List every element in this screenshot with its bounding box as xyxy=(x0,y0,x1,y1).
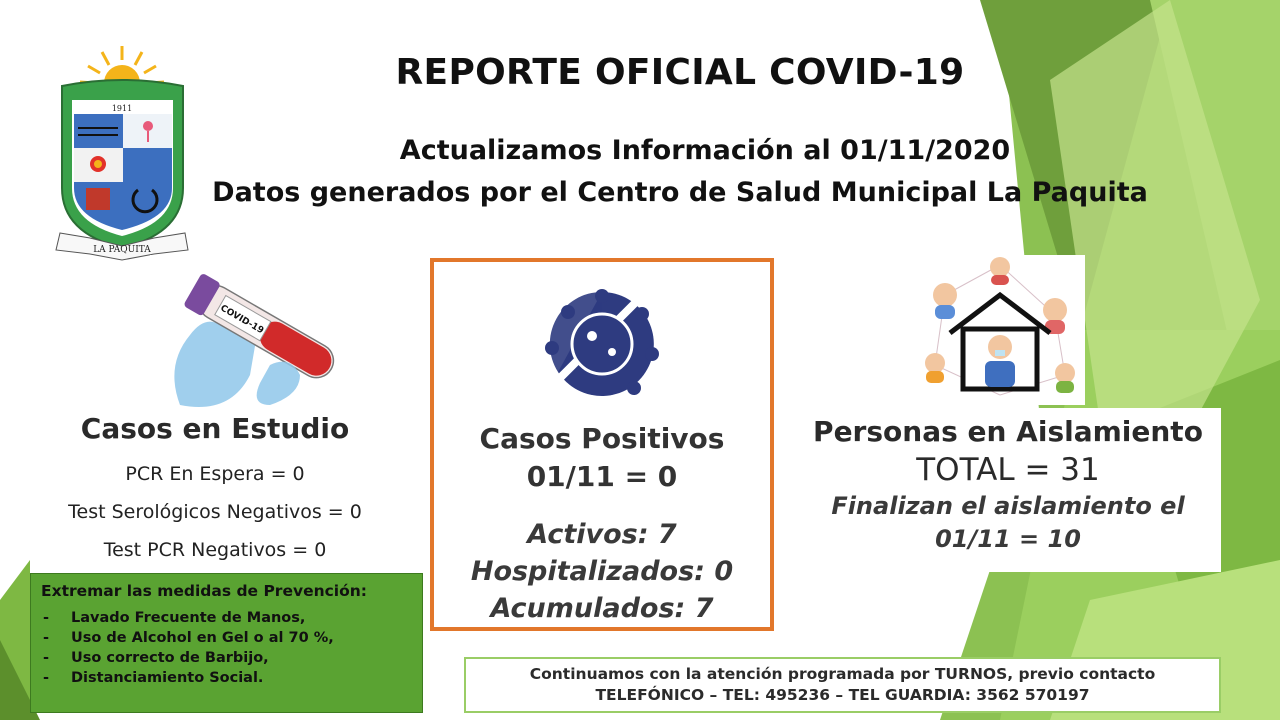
page-title: REPORTE OFICIAL COVID-19 xyxy=(395,52,965,93)
isolation-finish-count: 01/11 = 10 xyxy=(935,525,1081,553)
positive-stats xyxy=(434,516,770,627)
active-stat: Activos: 7 xyxy=(527,519,677,550)
prevention-item: - Lavado Frecuente de Manos, xyxy=(41,608,412,628)
positive-heading: Casos Positivos xyxy=(479,422,725,455)
prevention-item: - Distanciamiento Social. xyxy=(41,668,412,688)
update-date-line: Actualizamos Información al 01/11/2020 xyxy=(399,135,1011,166)
crest-banner: LA PAQUITA xyxy=(93,245,151,255)
tube-label: COVID-19 xyxy=(218,303,266,337)
data-source-line: Datos generados por el Centro de Salud Municipal La Paquita xyxy=(212,177,1148,208)
isolation-finish-line: Finalizan el aislamiento el xyxy=(831,492,1185,520)
hospitalized-stat: Hospitalizados: 0 xyxy=(470,556,734,587)
test-tube-icon xyxy=(150,255,360,415)
positive-count: 01/11 = 0 xyxy=(526,460,678,493)
study-line: Test PCR Negativos = 0 xyxy=(103,539,327,561)
crest-year: 1911 xyxy=(111,104,133,113)
prevention-heading: Extremar las medidas de Prevención: xyxy=(41,582,367,600)
isolation-total: TOTAL = 31 xyxy=(916,452,1100,488)
prevention-item: - Uso de Alcohol en Gel o al 70 %, xyxy=(41,628,412,648)
prevention-item: - Uso correcto de Barbijo, xyxy=(41,648,412,668)
isolation-heading: Personas en Aislamiento xyxy=(813,415,1203,448)
study-heading: Casos en Estudio xyxy=(80,412,350,445)
subtitle xyxy=(0,130,1280,214)
isolation-panel xyxy=(795,408,1221,572)
study-line: Test Serológicos Negativos = 0 xyxy=(68,501,362,523)
positive-cases-box xyxy=(430,258,774,631)
contact-box xyxy=(464,657,1221,713)
study-line: PCR En Espera = 0 xyxy=(125,463,305,485)
virus-icon xyxy=(538,284,666,402)
prevention-box xyxy=(30,573,423,713)
cases-under-study xyxy=(40,412,390,569)
prevention-list xyxy=(41,608,412,688)
isolation-house-icon xyxy=(915,255,1085,405)
accumulated-stat: Acumulados: 7 xyxy=(490,593,714,624)
contact-line-1: Continuamos con la atención programada por TURNOS, previo contacto xyxy=(529,665,1156,683)
contact-line-2: TELEFÓNICO – TEL: 495236 – TEL GUARDIA: 3562 570197 xyxy=(595,686,1090,704)
